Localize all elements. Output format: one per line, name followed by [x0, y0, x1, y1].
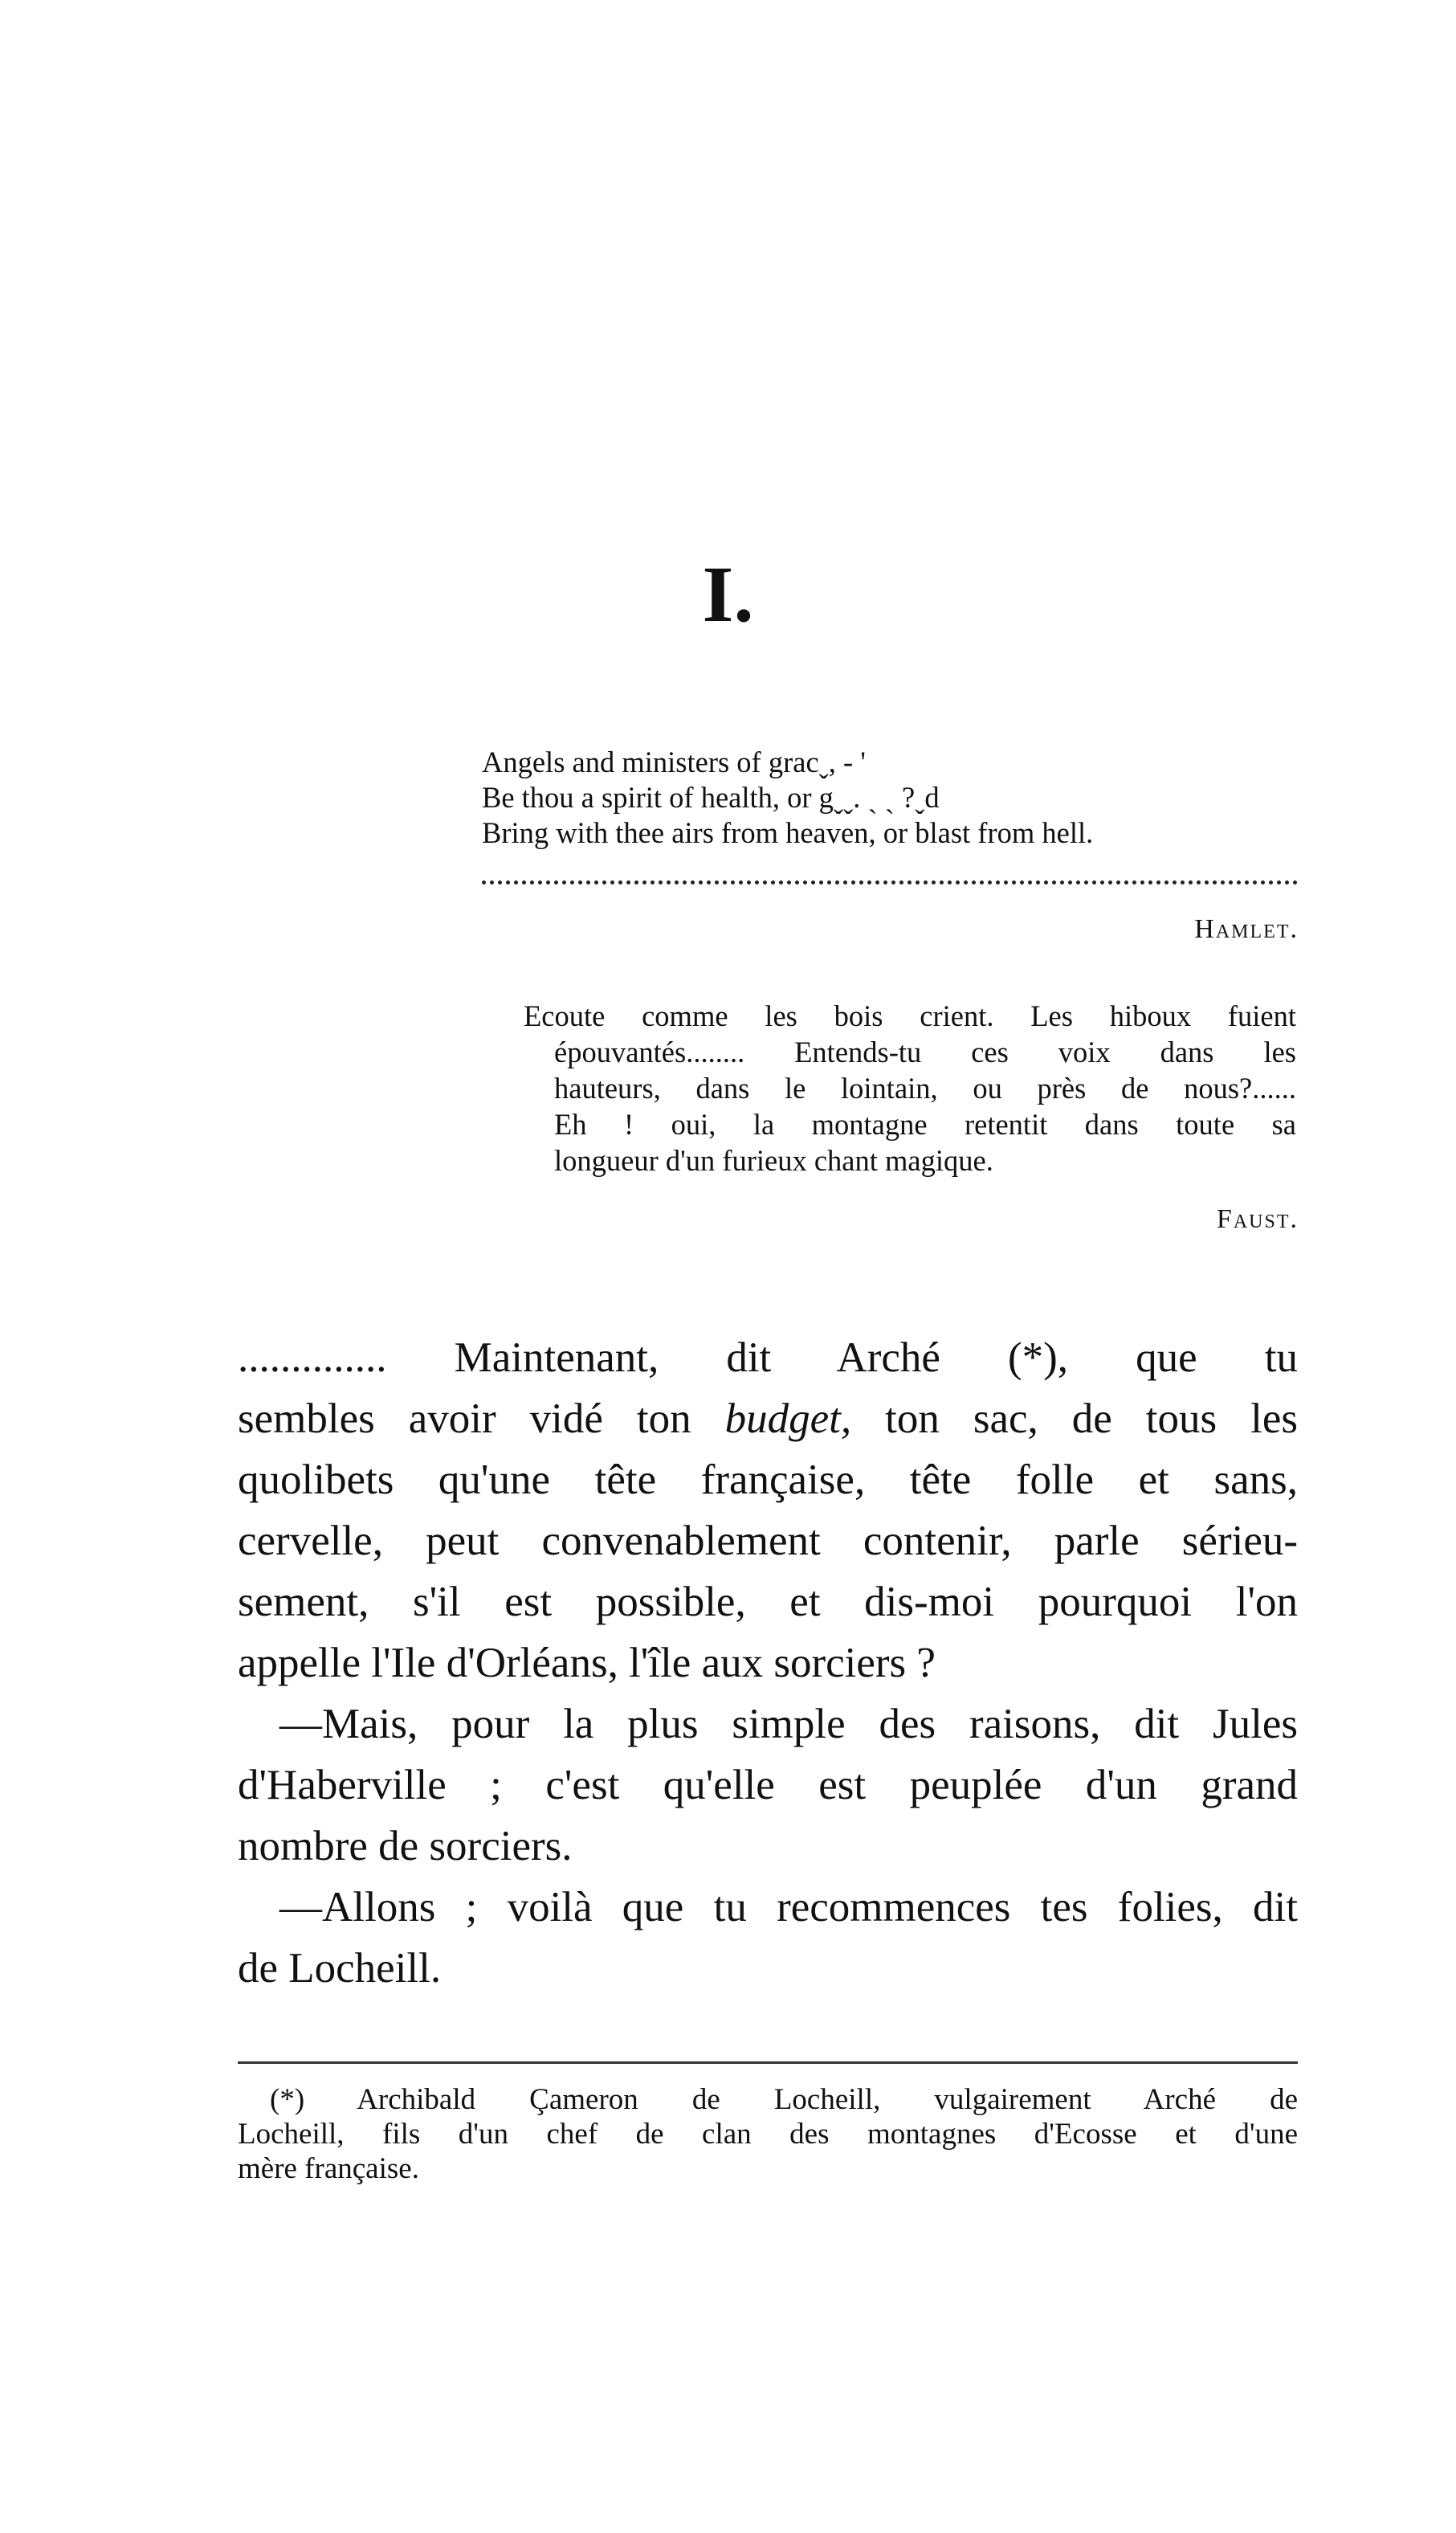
footnote-line: (*) Archibald Çameron de Locheill, vulgairement Arché de: [270, 2083, 1298, 2116]
prose-line: Eh ! oui, la montagne retentit dans toute sa: [554, 1108, 1296, 1141]
epigraph-attribution-faust: Faust.: [1216, 1204, 1299, 1234]
italic-word: budget,: [724, 1395, 852, 1442]
footnote-line: mère française.: [238, 2152, 419, 2185]
prose-line: longueur d'un furieux chant magique.: [554, 1144, 993, 1177]
footnote-divider: [238, 2061, 1298, 2064]
body-line: quolibets qu'une tête française, tête folle et sans,: [238, 1456, 1298, 1503]
body-line-start: sembles avoir vidé ton: [238, 1395, 725, 1442]
body-line: de Locheill.: [238, 1945, 442, 1992]
footnote: [238, 2082, 1298, 2186]
body-line: [238, 1388, 1298, 1449]
verse-line: Bring with thee airs from heaven, or blast from hell.: [482, 816, 1094, 849]
body-line: cervelle, peut convenablement contenir, parle sérieu-: [238, 1518, 1298, 1564]
chapter-number: I.: [702, 549, 754, 639]
body-line: d'Haberville ; c'est qu'elle est peuplée d'un grand: [238, 1762, 1298, 1808]
footnote-line: Locheill, fils d'un chef de clan des montagnes d'Ecosse et d'une: [238, 2118, 1298, 2151]
epigraph-prose: [524, 998, 1296, 1179]
epigraph-attribution-hamlet: Hamlet.: [1194, 914, 1299, 944]
chapter-body: [238, 1327, 1298, 1999]
body-line: appelle l'Ile d'Orléans, l'île aux sorciers ?: [238, 1640, 936, 1686]
epigraph-verse: [482, 745, 1301, 851]
body-line: .............. Maintenant, dit Arché (*), que tu: [238, 1334, 1298, 1381]
body-line: nombre de sorciers.: [238, 1823, 573, 1869]
verse-line: Be thou a spirit of health, or gˬˬ. ˏ ˎ ?ˬd: [482, 781, 940, 814]
prose-line: épouvantés........ Entends-tu ces voix dans les: [554, 1036, 1296, 1068]
body-line: sement, s'il est possible, et dis-moi pourquoi l'on: [238, 1579, 1298, 1625]
body-line: —Allons ; voilà que tu recommences tes folies, dit: [279, 1884, 1298, 1930]
verse-line: Angels and ministers of gracˬ, - ': [482, 746, 866, 778]
ellipsis-rule: [482, 880, 1298, 885]
prose-line: hauteurs, dans le lointain, ou près de nous?......: [554, 1072, 1296, 1105]
prose-line: Ecoute comme les bois crient. Les hiboux fuient: [524, 999, 1296, 1032]
body-line: —Mais, pour la plus simple des raisons, dit Jules: [279, 1701, 1298, 1747]
body-line-end: ton sac, de tous les: [851, 1395, 1298, 1442]
